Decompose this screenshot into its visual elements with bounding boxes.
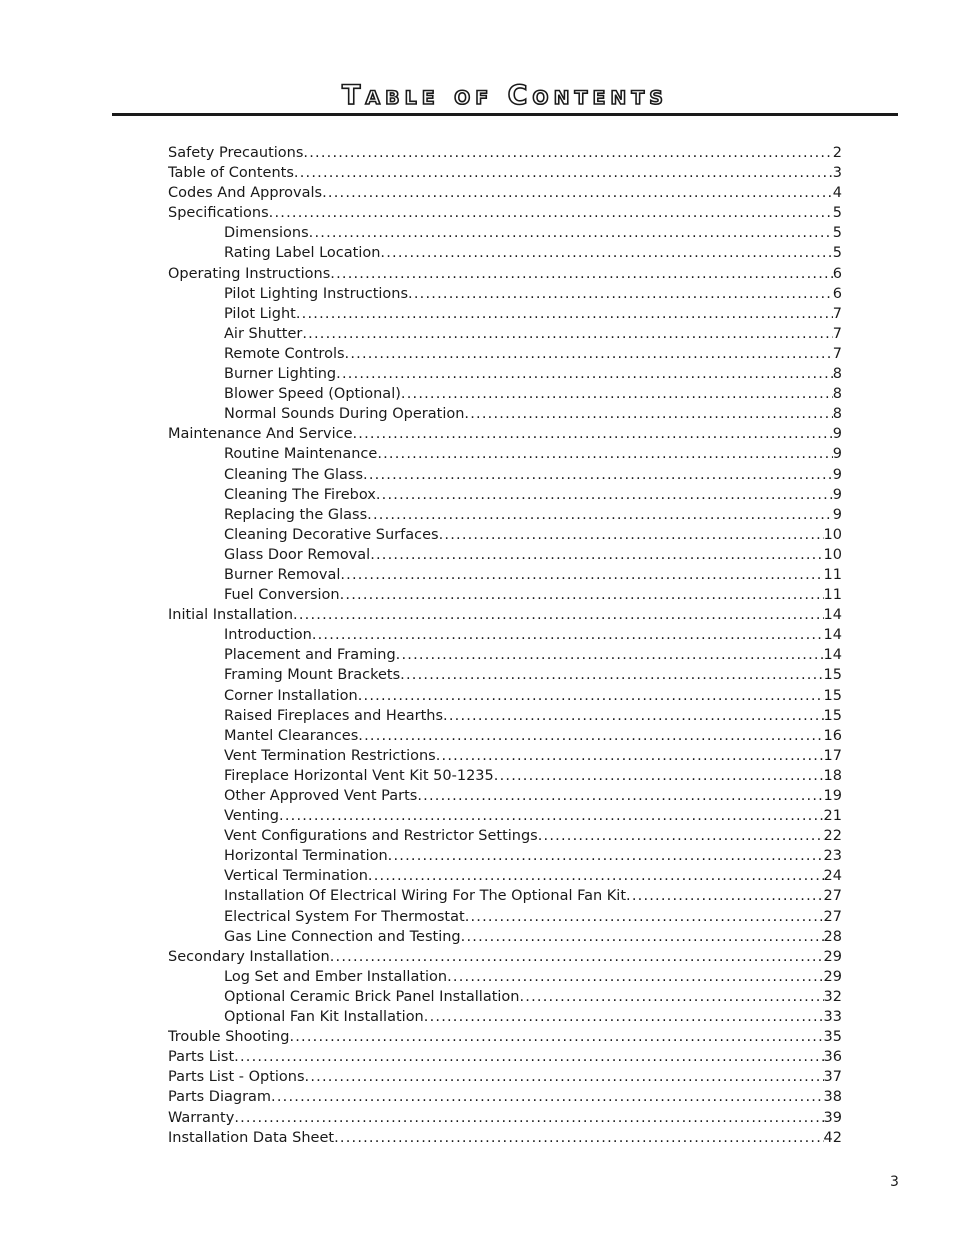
toc-dot-leader: [401, 384, 833, 404]
toc-entry-page: 14: [823, 627, 842, 644]
toc-entry-label: Log Set and Ember Installation: [224, 968, 448, 985]
toc-subentry: [168, 485, 842, 505]
toc-entry-label: Parts List - Options: [168, 1069, 305, 1086]
toc-entry: [168, 1128, 842, 1148]
toc-entry-label: Trouble Shooting: [168, 1029, 290, 1046]
toc-entry-page: 7: [832, 345, 842, 362]
toc-entry-label: Gas Line Connection and Testing: [224, 928, 461, 945]
toc-dot-leader: [358, 726, 823, 746]
toc-entry-label: Electrical System For Thermostat: [224, 908, 465, 925]
toc-entry-label: Dimensions: [224, 225, 309, 242]
toc-entry-page: 14: [823, 607, 842, 624]
toc-dot-leader: [312, 625, 824, 645]
toc-dot-leader: [363, 465, 833, 485]
toc-entry-page: 16: [823, 727, 842, 744]
toc-dot-leader: [302, 324, 832, 344]
toc-dot-leader: [293, 605, 824, 625]
page-number: 3: [890, 1174, 899, 1190]
toc-entry-page: 11: [823, 566, 842, 583]
toc-subentry: [168, 565, 842, 585]
toc-dot-leader: [340, 565, 823, 585]
toc-subentry: [168, 545, 842, 565]
toc-dot-leader: [380, 243, 832, 263]
toc-entry-label: Burner Lighting: [224, 366, 337, 383]
toc-dot-leader: [494, 766, 824, 786]
toc-subentry: [168, 726, 842, 746]
toc-subentry: [168, 384, 842, 404]
toc-subentry: [168, 645, 842, 665]
toc-entry-page: 2: [832, 145, 842, 161]
toc-entry-page: 6: [832, 285, 842, 302]
toc-subentry: [168, 1007, 842, 1027]
toc-entry-label: Other Approved Vent Parts: [224, 788, 418, 804]
toc-dot-leader: [465, 907, 824, 927]
toc-entry-page: 10: [823, 546, 842, 563]
toc-dot-leader: [377, 444, 832, 464]
toc-entry-label: Horizontal Termination: [224, 848, 388, 865]
toc-entry: [168, 1027, 842, 1047]
toc-subentry: [168, 907, 842, 927]
toc-entry: [168, 1108, 842, 1128]
toc-dot-leader: [358, 686, 824, 706]
toc-entry-page: 7: [832, 305, 842, 322]
toc-entry-label: Specifications: [168, 205, 269, 222]
toc-dot-leader: [626, 886, 824, 906]
toc-entry-label: Remote Controls: [224, 345, 345, 362]
toc-dot-leader: [234, 1047, 823, 1067]
toc-entry: [168, 183, 842, 203]
toc-subentry: [168, 826, 842, 846]
toc-dot-leader: [340, 585, 824, 605]
toc-entry-label: Normal Sounds During Operation: [224, 406, 465, 423]
toc-entry-label: Air Shutter: [224, 325, 303, 342]
toc-dot-leader: [520, 987, 824, 1007]
toc-dot-leader: [305, 1067, 824, 1087]
toc-entry-page: 29: [823, 968, 842, 985]
toc-entry-page: 11: [823, 587, 842, 604]
toc-subentry: [168, 927, 842, 947]
toc-entry-label: Table of Contents: [168, 165, 294, 182]
toc-entry-page: 24: [823, 868, 842, 885]
toc-subentry: [168, 344, 842, 364]
toc-entry-page: 14: [823, 647, 842, 664]
toc-entry-page: 8: [832, 366, 842, 383]
toc-entry-label: Operating Instructions: [168, 265, 331, 282]
toc-entry-page: 42: [823, 1129, 842, 1146]
toc-subentry: [168, 766, 842, 786]
toc-dot-leader: [334, 1128, 823, 1148]
toc-entry-label: Codes And Approvals: [168, 185, 323, 202]
toc-entry: [168, 203, 842, 223]
toc-entry-label: Framing Mount Brackets: [224, 667, 401, 684]
toc-entry-page: 6: [832, 265, 842, 282]
toc-entry-page: 9: [832, 466, 842, 483]
toc-entry-page: 9: [832, 446, 842, 463]
toc-entry-page: 36: [823, 1049, 842, 1066]
toc-entry: [168, 264, 842, 284]
table-of-contents: [168, 143, 842, 1148]
toc-entry-page: 17: [823, 747, 842, 764]
toc-subentry: [168, 505, 842, 525]
toc-dot-leader: [400, 665, 823, 685]
toc-dot-leader: [309, 223, 833, 243]
toc-dot-leader: [443, 706, 824, 726]
toc-entry-page: 21: [823, 808, 842, 825]
toc-subentry: [168, 786, 842, 806]
toc-entry-page: 27: [823, 888, 842, 905]
toc-entry-label: Parts List: [168, 1049, 235, 1066]
toc-subentry: [168, 284, 842, 304]
toc-entry-label: Optional Ceramic Brick Panel Installation: [224, 988, 520, 1005]
toc-entry-page: 27: [823, 908, 842, 925]
toc-entry-label: Fuel Conversion: [224, 587, 340, 604]
toc-subentry: [168, 304, 842, 324]
toc-entry-label: Cleaning The Glass: [224, 466, 364, 483]
toc-entry-page: 18: [823, 767, 842, 784]
toc-dot-leader: [294, 163, 833, 183]
toc-subentry: [168, 706, 842, 726]
toc-dot-leader: [461, 927, 824, 947]
toc-dot-leader: [417, 786, 823, 806]
toc-entry-label: Vertical Termination: [224, 868, 368, 885]
toc-dot-leader: [367, 505, 833, 525]
toc-dot-leader: [330, 264, 833, 284]
toc-entry-page: 32: [823, 988, 842, 1005]
toc-entry-page: 4: [832, 185, 842, 202]
toc-dot-leader: [271, 1087, 824, 1107]
toc-dot-leader: [388, 846, 824, 866]
toc-entry-page: 10: [823, 526, 842, 543]
toc-entry-label: Cleaning The Firebox: [224, 486, 376, 503]
toc-entry-label: Vent Configurations and Restrictor Settings: [224, 828, 538, 845]
toc-entry-page: 5: [832, 225, 842, 242]
toc-entry-label: Fireplace Horizontal Vent Kit 50-1235: [224, 767, 494, 784]
page-title: Table of Contents: [342, 80, 668, 111]
toc-entry-page: 15: [823, 667, 842, 684]
toc-entry-label: Mantel Clearances: [224, 727, 359, 744]
toc-dot-leader: [368, 866, 824, 886]
toc-subentry: [168, 625, 842, 645]
toc-entry: [168, 1067, 842, 1087]
toc-subentry: [168, 665, 842, 685]
toc-subentry: [168, 404, 842, 424]
toc-dot-leader: [376, 485, 833, 505]
toc-dot-leader: [436, 746, 824, 766]
toc-subentry: [168, 746, 842, 766]
toc-dot-leader: [322, 183, 833, 203]
toc-entry-page: 5: [832, 245, 842, 262]
toc-entry-label: Burner Removal: [224, 566, 341, 583]
toc-subentry: [168, 243, 842, 263]
toc-entry: [168, 1087, 842, 1107]
toc-entry-page: 28: [823, 928, 842, 945]
toc-dot-leader: [538, 826, 824, 846]
toc-dot-leader: [330, 947, 824, 967]
toc-entry-page: 7: [832, 325, 842, 342]
toc-entry-page: 15: [823, 707, 842, 724]
toc-entry-page: 9: [832, 506, 842, 523]
toc-dot-leader: [424, 1007, 824, 1027]
toc-entry-label: Corner Installation: [224, 687, 358, 704]
toc-entry-label: Installation Of Electrical Wiring For The Optional Fan Kit: [224, 888, 627, 905]
toc-entry-page: 35: [823, 1029, 842, 1046]
toc-entry-page: 8: [832, 386, 842, 403]
toc-dot-leader: [353, 424, 833, 444]
toc-subentry: [168, 223, 842, 243]
toc-entry-label: Raised Fireplaces and Hearths: [224, 707, 444, 724]
toc-entry-page: 29: [823, 948, 842, 965]
toc-entry-label: Secondary Installation: [168, 948, 330, 965]
toc-subentry: [168, 886, 842, 906]
toc-dot-leader: [303, 143, 832, 163]
toc-dot-leader: [336, 364, 833, 384]
toc-subentry: [168, 686, 842, 706]
toc-entry: [168, 143, 842, 163]
toc-dot-leader: [289, 1027, 823, 1047]
toc-entry-page: 8: [832, 406, 842, 423]
toc-dot-leader: [439, 525, 824, 545]
toc-dot-leader: [296, 304, 833, 324]
toc-entry-label: Installation Data Sheet: [168, 1129, 335, 1146]
title-divider: [112, 113, 898, 116]
toc-entry-label: Optional Fan Kit Installation: [224, 1009, 424, 1026]
toc-subentry: [168, 364, 842, 384]
toc-subentry: [168, 444, 842, 464]
toc-entry: [168, 605, 842, 625]
toc-subentry: [168, 324, 842, 344]
toc-entry: [168, 424, 842, 444]
toc-entry-page: 33: [823, 1009, 842, 1026]
toc-entry-page: 19: [823, 788, 842, 804]
toc-entry-label: Cleaning Decorative Surfaces: [224, 526, 439, 543]
toc-dot-leader: [396, 645, 824, 665]
toc-dot-leader: [370, 545, 823, 565]
toc-entry-label: Rating Label Location: [224, 245, 381, 262]
toc-entry: [168, 1047, 842, 1067]
toc-entry-label: Warranty: [168, 1109, 235, 1126]
toc-entry-page: 23: [823, 848, 842, 865]
toc-entry-label: Initial Installation: [168, 607, 294, 624]
toc-entry-page: 5: [832, 205, 842, 222]
toc-subentry: [168, 987, 842, 1007]
toc-entry-label: Maintenance And Service: [168, 426, 353, 443]
toc-dot-leader: [447, 967, 823, 987]
toc-entry-label: Routine Maintenance: [224, 446, 378, 463]
toc-entry-label: Venting: [224, 808, 280, 825]
toc-entry-page: 9: [832, 486, 842, 503]
toc-entry-label: Blower Speed (Optional): [224, 386, 401, 403]
toc-entry-label: Replacing the Glass: [224, 506, 368, 523]
toc-entry-page: 15: [823, 687, 842, 704]
toc-subentry: [168, 846, 842, 866]
toc-entry-label: Parts Diagram: [168, 1089, 272, 1106]
toc-subentry: [168, 967, 842, 987]
toc-subentry: [168, 465, 842, 485]
toc-entry-page: 22: [823, 828, 842, 845]
toc-dot-leader: [269, 203, 833, 223]
toc-entry-label: Pilot Lighting Instructions: [224, 285, 409, 302]
toc-entry-label: Introduction: [224, 627, 312, 644]
toc-entry-page: 38: [823, 1089, 842, 1106]
toc-subentry: [168, 525, 842, 545]
toc-entry-label: Safety Precautions: [168, 145, 304, 161]
toc-subentry: [168, 866, 842, 886]
toc-dot-leader: [234, 1108, 823, 1128]
toc-entry-page: 37: [823, 1069, 842, 1086]
toc-entry: [168, 163, 842, 183]
toc-entry-page: 9: [832, 426, 842, 443]
toc-subentry: [168, 585, 842, 605]
toc-entry-label: Glass Door Removal: [224, 546, 371, 563]
toc-dot-leader: [464, 404, 832, 424]
toc-entry-label: Vent Termination Restrictions: [224, 747, 436, 764]
toc-subentry: [168, 806, 842, 826]
toc-dot-leader: [279, 806, 824, 826]
toc-entry-page: 3: [832, 165, 842, 182]
toc-dot-leader: [345, 344, 833, 364]
toc-entry: [168, 947, 842, 967]
toc-entry-label: Placement and Framing: [224, 647, 396, 664]
toc-dot-leader: [408, 284, 833, 304]
toc-entry-label: Pilot Light: [224, 305, 296, 322]
toc-entry-page: 39: [823, 1109, 842, 1126]
